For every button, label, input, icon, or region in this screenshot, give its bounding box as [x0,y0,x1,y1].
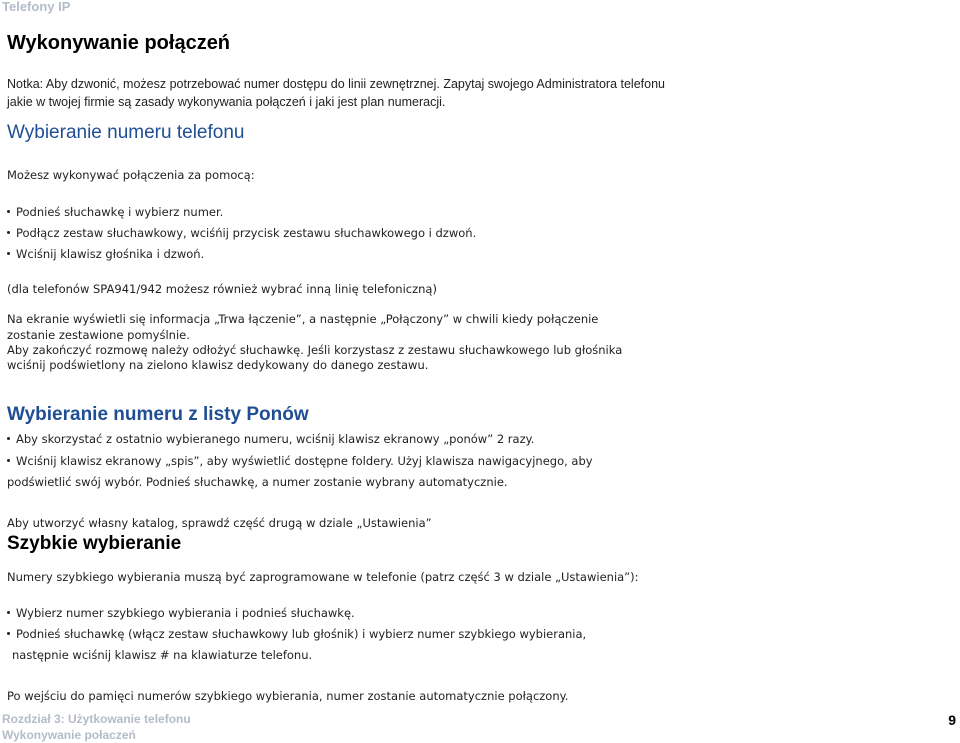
list-item [7,431,534,447]
section3-intro: Numery szybkiego wybierania muszą być zaprogramowane w telefonie (patrz część 3 w dziale „Ustawienia”): [7,570,639,584]
note-line-1: Notka: Aby dzwonić, możesz potrzebować numer dostępu do linii zewnętrznej. Zapytaj swojego Administratora telefonu [7,77,665,91]
list-item-continuation: podświetlić swój wybór. Podnieś słuchawkę, a numer zostanie wybrany automatycznie. [7,475,508,489]
section-heading-redial: Wybieranie numeru z listy Ponów [7,404,309,425]
para-line: Na ekranie wyświetli się informacja „Trwa łączenie”, a następnie „Połączony” w chwili kiedy połączenie [7,312,599,326]
section-heading-dialing: Wybieranie numeru telefonu [7,122,245,143]
note-line-2: jakie w twojej firmie są zasady wykonywania połączeń i jaki jest plan numeracji. [7,95,446,109]
list-item-text: Wciśnij klawisz głośnika i dzwoń. [16,247,205,261]
bullet-icon [7,252,10,255]
list-item [7,605,355,621]
para-line: Aby zakończyć rozmowę należy odłożyć słuchawkę. Jeśli korzystasz z zestawu słuchawkowego lub głośnika [7,343,623,357]
bullet-icon [7,611,10,614]
list-item-text: Wciśnij klawisz ekranowy „spis”, aby wyświetlić dostępne foldery. Użyj klawisza nawigacyjnego, aby [16,454,593,468]
list-item-text: Aby skorzystać z ostatnio wybieranego numeru, wciśnij klawisz ekranowy „ponów” 2 razy. [16,432,535,446]
list-item-text: Podnieś słuchawkę (włącz zestaw słuchawkowy lub głośnik) i wybierz numer szybkiego wybierania, [16,627,587,641]
footer-chapter: Rozdział 3: Użytkowanie telefonu [2,712,191,726]
closing-note: Po wejściu do pamięci numerów szybkiego wybierania, numer zostanie automatycznie połączony. [7,689,569,703]
page-title: Wykonywanie połączeń [7,32,231,54]
list-item [7,204,223,220]
catalog-note: Aby utworzyć własny katalog, sprawdź część drugą w dziale „Ustawienia” [7,516,432,530]
footer-section: Wykonywanie połaczeń [2,728,136,742]
list-item [7,453,593,469]
header-title: Telefony IP [2,0,71,14]
list-item-continuation: następnie wciśnij klawisz # na klawiaturze telefonu. [12,648,313,662]
para-line: zostanie zestawione pomyślnie. [7,328,190,342]
list-item-text: Podłącz zestaw słuchawkowy, wciśńij przycisk zestawu słuchawkowego i dzwoń. [16,226,477,240]
bullet-icon [7,459,10,462]
bullet-icon [7,632,10,635]
spa-note: (dla telefonów SPA941/942 możesz również wybrać inną linię telefoniczną) [7,282,437,296]
bullet-icon [7,231,10,234]
para-line: wciśnij podświetlony na zielono klawisz dedykowany do danego zestawu. [7,358,429,372]
list-item [7,246,204,262]
list-item-text: Wybierz numer szybkiego wybierania i podnieś słuchawkę. [16,606,355,620]
list-item [7,225,476,241]
page-number: 9 [948,712,956,728]
section-heading-speed-dial: Szybkie wybieranie [7,533,182,554]
bullet-icon [7,210,10,213]
section1-intro: Możesz wykonywać połączenia za pomocą: [7,168,255,182]
list-item [7,626,586,642]
list-item-text: Podnieś słuchawkę i wybierz numer. [16,205,224,219]
bullet-icon [7,437,10,440]
